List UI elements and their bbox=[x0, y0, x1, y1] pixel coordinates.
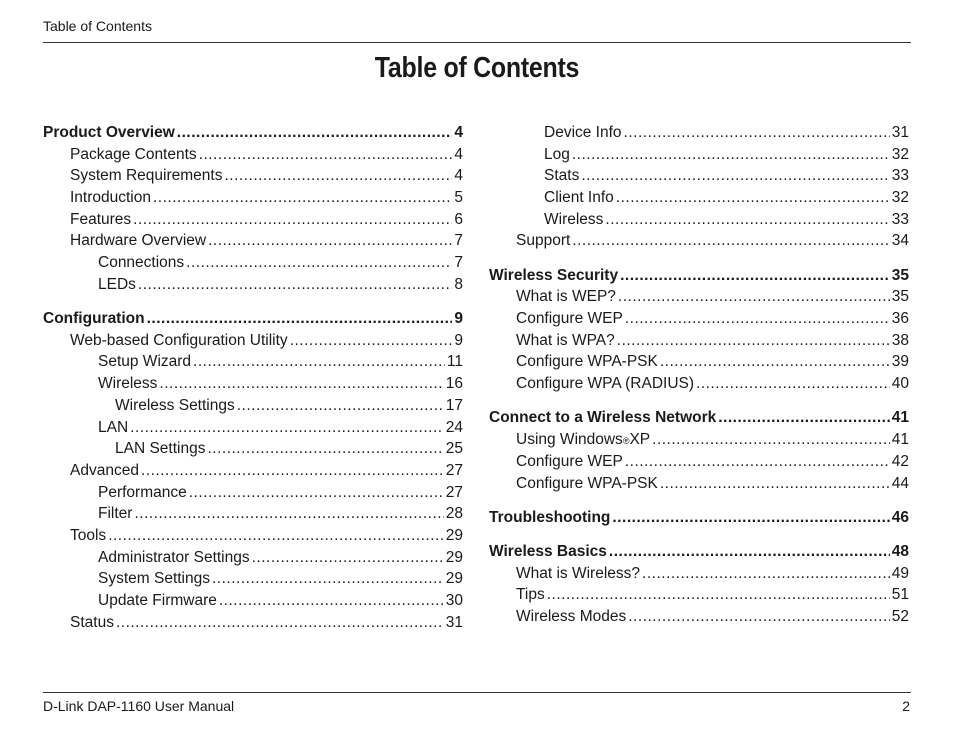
toc-entry[interactable] bbox=[43, 276, 463, 298]
toc-entry-title: Configuration bbox=[43, 310, 145, 328]
dot-leader bbox=[108, 527, 444, 545]
toc-entry-page: 35 bbox=[891, 288, 909, 306]
toc-right-column bbox=[489, 124, 909, 630]
toc-entry-page: 6 bbox=[454, 210, 463, 228]
toc-entry-page: 27 bbox=[445, 483, 463, 501]
dot-leader bbox=[134, 505, 443, 523]
dot-leader bbox=[208, 232, 452, 250]
toc-entry-title: Administrator Settings bbox=[98, 548, 250, 566]
toc-entry-title: Wireless bbox=[544, 210, 604, 228]
dot-leader bbox=[189, 484, 444, 502]
dot-leader bbox=[212, 570, 444, 588]
toc-entry[interactable] bbox=[43, 254, 463, 276]
dot-leader bbox=[237, 397, 444, 415]
dot-leader bbox=[547, 586, 890, 604]
running-header: Table of Contents bbox=[43, 18, 152, 34]
dot-leader bbox=[660, 475, 890, 493]
dot-leader bbox=[116, 614, 444, 632]
dot-leader bbox=[207, 440, 443, 458]
toc-entry-page: 31 bbox=[445, 613, 463, 631]
toc-entry-title: Tips bbox=[516, 586, 545, 604]
dot-leader bbox=[628, 608, 890, 626]
toc-entry-page: 35 bbox=[891, 266, 909, 284]
toc-entry-page: 32 bbox=[891, 189, 909, 207]
toc-entry-page: 25 bbox=[445, 440, 463, 458]
toc-entry-title: Introduction bbox=[70, 189, 151, 207]
dot-leader bbox=[642, 565, 890, 583]
toc-entry-page: 32 bbox=[891, 145, 909, 163]
toc-entry-page: 44 bbox=[891, 474, 909, 492]
toc-entry[interactable] bbox=[489, 586, 909, 608]
toc-entry[interactable] bbox=[489, 124, 909, 146]
toc-entry[interactable] bbox=[43, 527, 463, 549]
dot-leader bbox=[572, 146, 890, 164]
toc-entry[interactable] bbox=[43, 570, 463, 592]
toc-entry[interactable] bbox=[43, 189, 463, 211]
dot-leader bbox=[199, 146, 453, 164]
header-rule bbox=[43, 42, 911, 43]
toc-entry-title: Stats bbox=[544, 167, 580, 185]
toc-entry-title: Product Overview bbox=[43, 124, 175, 141]
toc-entry-title: Advanced bbox=[70, 461, 139, 479]
toc-entry[interactable] bbox=[489, 543, 909, 565]
toc-entry-title: LAN Settings bbox=[115, 440, 206, 458]
dot-leader bbox=[660, 353, 890, 371]
toc-entry-title: Client Info bbox=[544, 189, 614, 207]
footer-page-number: 2 bbox=[902, 698, 910, 714]
dot-leader bbox=[153, 189, 452, 207]
toc-entry-page: 49 bbox=[891, 564, 909, 582]
toc-entry-title: Troubleshooting bbox=[489, 508, 611, 526]
toc-entry[interactable] bbox=[489, 353, 909, 375]
toc-entry-page: 38 bbox=[891, 331, 909, 349]
toc-entry[interactable] bbox=[43, 440, 463, 462]
dot-leader bbox=[609, 543, 890, 561]
toc-entry-title: Filter bbox=[98, 505, 133, 523]
toc-entry[interactable] bbox=[489, 565, 909, 587]
toc-entry-page: 46 bbox=[891, 508, 909, 526]
toc-entry-page: 7 bbox=[454, 232, 463, 250]
toc-entry[interactable] bbox=[489, 509, 909, 531]
toc-entry[interactable] bbox=[489, 267, 909, 289]
toc-entry-page: 48 bbox=[891, 543, 909, 561]
toc-entry-page: 7 bbox=[454, 254, 463, 272]
toc-entry-title: Setup Wizard bbox=[98, 353, 192, 371]
toc-entry[interactable] bbox=[43, 397, 463, 419]
toc-entry[interactable] bbox=[489, 608, 909, 630]
toc-entry-title: Package Contents bbox=[70, 145, 197, 163]
dot-leader bbox=[612, 509, 889, 527]
dot-leader bbox=[718, 409, 890, 427]
toc-entry-title: Wireless Security bbox=[489, 266, 619, 284]
toc-entry-title: System Settings bbox=[98, 570, 210, 588]
toc-entry[interactable] bbox=[43, 124, 463, 146]
toc-entry-page: 34 bbox=[891, 232, 909, 250]
dot-leader bbox=[572, 232, 889, 250]
toc-entry-page: 4 bbox=[454, 145, 463, 163]
dot-leader bbox=[605, 211, 889, 229]
dot-leader bbox=[696, 375, 890, 393]
dot-leader bbox=[625, 310, 890, 328]
toc-entry[interactable] bbox=[43, 484, 463, 506]
toc-entry[interactable] bbox=[489, 475, 909, 497]
dot-leader bbox=[616, 189, 890, 207]
toc-entry[interactable] bbox=[43, 332, 463, 354]
toc-entry[interactable] bbox=[43, 146, 463, 168]
toc-entry-page: 8 bbox=[454, 275, 463, 293]
toc-entry-title: Tools bbox=[70, 526, 107, 544]
footer-rule bbox=[43, 692, 911, 693]
toc-entry-page: 40 bbox=[891, 375, 909, 393]
toc-entry[interactable] bbox=[43, 167, 463, 189]
toc-entry-page: 11 bbox=[446, 353, 463, 371]
toc-entry-page: 42 bbox=[891, 452, 909, 470]
toc-entry-title: Wireless bbox=[98, 375, 158, 393]
dot-leader bbox=[177, 124, 453, 142]
toc-entry-title: Status bbox=[70, 613, 114, 631]
toc-entry-title: Wireless Basics bbox=[489, 543, 607, 561]
toc-entry-page: 4 bbox=[454, 167, 463, 185]
toc-entry-page: 29 bbox=[445, 526, 463, 544]
dot-leader bbox=[652, 431, 890, 449]
toc-entry-page: 30 bbox=[445, 592, 463, 610]
toc-entry-title: Configure WPA (RADIUS) bbox=[516, 375, 695, 393]
toc-entry[interactable] bbox=[489, 375, 909, 397]
toc-entry-page: 33 bbox=[891, 167, 909, 185]
toc-entry-page: 24 bbox=[445, 418, 463, 436]
toc-entry-title: Configure WEP bbox=[516, 310, 623, 328]
toc-entry-page: 17 bbox=[445, 396, 463, 414]
toc-entry-page: 33 bbox=[891, 210, 909, 228]
toc-entry-page: 31 bbox=[891, 124, 909, 141]
toc-entry-title: LEDs bbox=[98, 275, 136, 293]
toc-entry[interactable] bbox=[489, 146, 909, 168]
toc-entry-page: 29 bbox=[445, 570, 463, 588]
dot-leader bbox=[620, 267, 890, 285]
toc-entry-title: Configure WPA-PSK bbox=[516, 353, 658, 371]
toc-entry-page: 9 bbox=[454, 331, 463, 349]
toc-entry-title: Device Info bbox=[544, 124, 622, 141]
toc-entry[interactable] bbox=[43, 549, 463, 571]
dot-leader bbox=[224, 167, 452, 185]
toc-entry[interactable] bbox=[489, 332, 909, 354]
toc-entry-title: Features bbox=[70, 210, 132, 228]
toc-entry-title: What is Wireless? bbox=[516, 564, 641, 582]
dot-leader bbox=[290, 332, 453, 350]
toc-entry-title: Connect to a Wireless Network bbox=[489, 409, 717, 427]
dot-leader bbox=[138, 276, 452, 294]
dot-leader bbox=[252, 549, 444, 567]
toc-entry-page: 36 bbox=[891, 310, 909, 328]
toc-entry[interactable] bbox=[43, 592, 463, 614]
dot-leader bbox=[186, 254, 452, 272]
toc-entry-title: Wireless Settings bbox=[115, 396, 235, 414]
toc-entry[interactable] bbox=[489, 232, 909, 254]
dot-leader bbox=[625, 453, 890, 471]
toc-entry-page: 4 bbox=[454, 124, 463, 141]
dot-leader bbox=[147, 310, 453, 328]
toc-entry[interactable] bbox=[489, 189, 909, 211]
toc-entry-page: 27 bbox=[445, 461, 463, 479]
dot-leader bbox=[618, 288, 890, 306]
toc-entry[interactable] bbox=[43, 310, 463, 332]
toc-entry-page: 28 bbox=[445, 505, 463, 523]
dot-leader bbox=[159, 375, 443, 393]
dot-leader bbox=[193, 353, 445, 371]
toc-entry-page: 41 bbox=[891, 409, 909, 427]
toc-entry[interactable] bbox=[489, 453, 909, 475]
toc-entry[interactable] bbox=[489, 310, 909, 332]
toc-entry-page: 5 bbox=[454, 189, 463, 207]
dot-leader bbox=[130, 419, 444, 437]
dot-leader bbox=[624, 124, 890, 142]
toc-entry[interactable] bbox=[43, 505, 463, 527]
toc-entry-title: Connections bbox=[98, 254, 185, 272]
toc-entry[interactable] bbox=[489, 288, 909, 310]
toc-entry-title: Performance bbox=[98, 483, 187, 501]
toc-entry-title: Web-based Configuration Utility bbox=[70, 331, 288, 349]
toc-entry-title: Configure WEP bbox=[516, 452, 623, 470]
dot-leader bbox=[581, 167, 889, 185]
toc-entry-title: What is WEP? bbox=[516, 288, 616, 306]
toc-entry[interactable] bbox=[43, 614, 463, 636]
toc-entry[interactable]: Using Windows ® XP ..... 41 bbox=[489, 431, 909, 453]
toc-entry-title: Support bbox=[516, 232, 571, 250]
toc-entry[interactable] bbox=[43, 462, 463, 484]
page-title: Table of Contents bbox=[374, 52, 580, 84]
toc-entry-page: 52 bbox=[891, 608, 909, 626]
toc-entry[interactable] bbox=[43, 375, 463, 397]
toc-entry-page: 39 bbox=[891, 353, 909, 371]
toc-entry[interactable] bbox=[489, 211, 909, 233]
toc-entry-title-suffix: XP bbox=[629, 431, 651, 449]
toc-entry[interactable] bbox=[43, 232, 463, 254]
toc-entry-title: Update Firmware bbox=[98, 592, 217, 610]
toc-entry-title: Using Windows bbox=[516, 431, 623, 449]
toc-entry-title: Log bbox=[544, 145, 570, 163]
toc-entry-title: Configure WPA-PSK bbox=[516, 474, 658, 492]
footer-manual-name: D-Link DAP-1160 User Manual bbox=[43, 698, 235, 714]
toc-entry-page: 29 bbox=[445, 548, 463, 566]
toc-entry-page: 9 bbox=[454, 310, 463, 328]
dot-leader bbox=[141, 462, 444, 480]
toc-entry[interactable] bbox=[489, 167, 909, 189]
dot-leader bbox=[219, 592, 444, 610]
toc-entry-page: 41 bbox=[891, 431, 909, 449]
toc-entry[interactable] bbox=[43, 353, 463, 375]
toc-left-column bbox=[43, 124, 463, 635]
dot-leader bbox=[617, 332, 890, 350]
toc-entry[interactable] bbox=[43, 419, 463, 441]
toc-entry[interactable] bbox=[43, 211, 463, 233]
toc-entry-title: Hardware Overview bbox=[70, 232, 207, 250]
toc-entry-page: 51 bbox=[891, 586, 909, 604]
toc-entry-page: 16 bbox=[445, 375, 463, 393]
toc-entry-title: Wireless Modes bbox=[516, 608, 627, 626]
toc-entry[interactable] bbox=[489, 409, 909, 431]
toc-entry-title: System Requirements bbox=[70, 167, 223, 185]
toc-entry-title: LAN bbox=[98, 418, 129, 436]
dot-leader bbox=[133, 211, 452, 229]
toc-entry-title: What is WPA? bbox=[516, 331, 615, 349]
